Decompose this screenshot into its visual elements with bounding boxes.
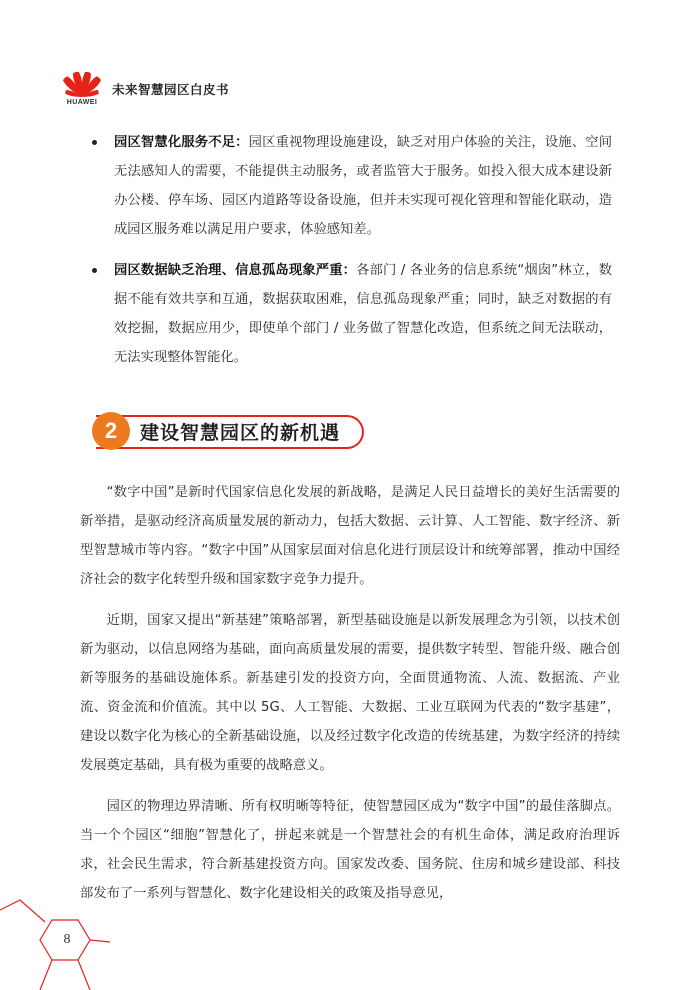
huawei-logo: [60, 70, 104, 110]
section-heading: [92, 408, 340, 454]
section-title: 建设智慧园区的新机遇: [140, 421, 341, 444]
paragraph: “数字中国”是新时代国家信息化发展的新战略，是满足人民日益增长的美好生活需要的新举措，是驱动经济高质量发展的新动力，包括大数据、云计算、人工智能、数字经济、新型智慧城市等内容。“数字中国”从国家层面对信息化进行顶层设计和统筹部署，推动中国经济社会的数字化转型升级和国家数字竞争力提升。: [80, 485, 620, 587]
logo-text: HUAWEI: [66, 99, 98, 106]
body-text: [80, 478, 620, 920]
bullet-heading: 园区智慧化服务不足：: [114, 135, 249, 150]
document-title: 未来智慧园区白皮书: [112, 82, 230, 97]
paragraph: 近期，国家又提出“新基建”策略部署，新型基础设施是以新发展理念为引领，以技术创新为驱动，以信息网络为基础，面向高质量发展的需要，提供数字转型、智能升级、融合创新等服务的基础设施体系。新基建引发的投资方向，全面贯通物流、人流、数据流、产业流、资金流和价值流。其中以 5G、人工智能、大数据、工业互联网为代表的“数字基建”，建设以数字化为核心的全新基础设施，以及经过数字化改造的传统基建，为数字经济的持续发展奠定基础，具有极为重要的战略意义。: [80, 613, 620, 773]
paragraph: 园区的物理边界清晰、所有权明晰等特征，使智慧园区成为“数字中国”的最佳落脚点。当一个个园区“细胞”智慧化了，拼起来就是一个智慧社会的有机生命体，满足政府治理诉求，社会民生需求，符合新基建投资方向。国家发改委、国务院、住房和城乡建设部、科技部发布了一系列与智慧化、数字化建设相关的政策及指导意见，: [80, 799, 620, 901]
section-number-badge: 2: [92, 412, 130, 450]
huawei-petals-icon: [62, 70, 102, 98]
bullet-item: [92, 128, 612, 244]
page-number: 8: [63, 932, 71, 947]
bullet-heading: 园区数据缺乏治理、信息孤岛现象严重：: [114, 263, 357, 278]
bullet-list: [92, 128, 612, 384]
bullet-dot-icon: [92, 140, 97, 145]
bullet-item: [92, 256, 612, 372]
bullet-text: 园区重视物理设施建设，缺乏对用户体验的关注，设施、空间无法感知人的需要，不能提供主动服务，或者监管大于服务。如投入很大成本建设新办公楼、停车场、园区内道路等设备设施，但并未实现可视化管理和智能化联动，造成园区服务难以满足用户要求，体验感知差。: [114, 135, 613, 237]
bullet-dot-icon: [92, 268, 97, 273]
page-header: [60, 70, 229, 110]
bullet-text: 各部门 / 各业务的信息系统“烟囱”林立，数据不能有效共享和互通，数据获取困难，信息孤岛现象严重；同时，缺乏对数据的有效挖掘，数据应用少，即使单个部门 / 业务做了智慧化改造，但系统之间无法联动，无法实现整体智能化。: [114, 263, 612, 365]
